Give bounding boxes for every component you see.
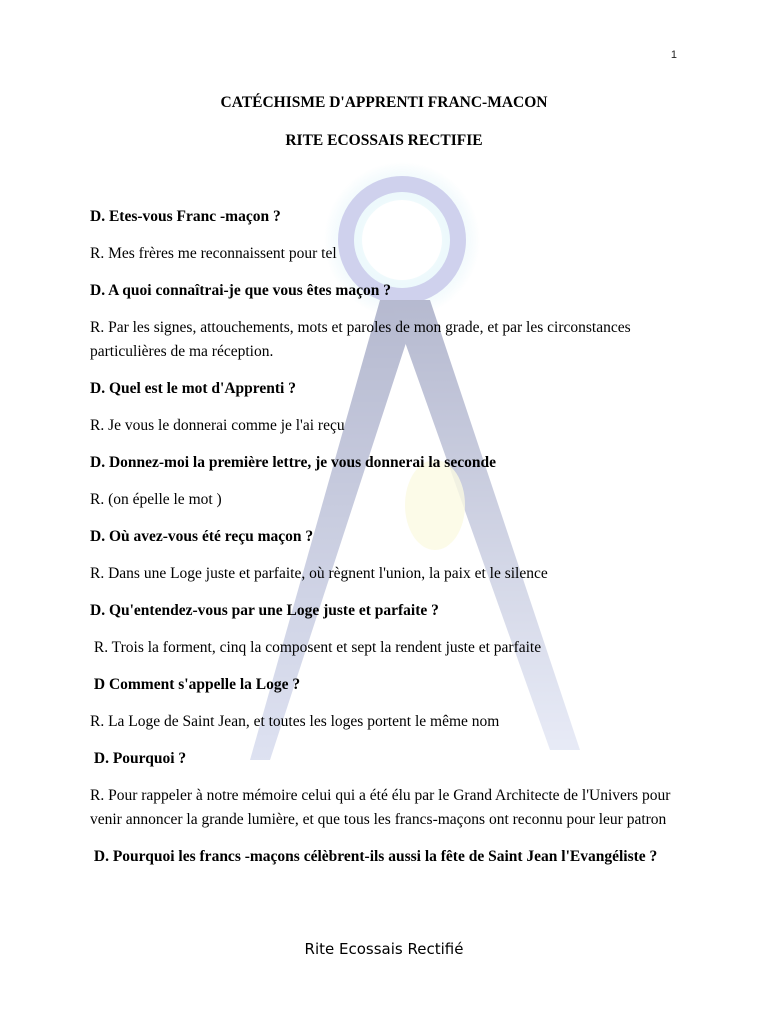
question: D. Pourquoi ? bbox=[90, 750, 187, 767]
question: D. Pourquoi les francs -maçons célèbrent-ils aussi la fête de Saint Jean l'Evangéliste ? bbox=[90, 848, 658, 865]
answer: R. Pour rappeler à notre mémoire celui qui a été élu par le Grand Architecte de l'Univers pour venir annoncer la grande lumière, et que tous les francs-maçons ont reconnu pour leur patron bbox=[90, 787, 671, 828]
page-footer: Rite Ecossais Rectifié bbox=[304, 940, 464, 958]
page-number: 1 bbox=[670, 49, 677, 61]
question: D. Etes-vous Franc -maçon ? bbox=[90, 208, 281, 225]
answer: R. La Loge de Saint Jean, et toutes les loges portent le même nom bbox=[90, 713, 500, 730]
answer: R. Mes frères me reconnaissent pour tel bbox=[90, 245, 337, 262]
catechism-dialogue bbox=[90, 205, 682, 882]
question: D. Où avez-vous été reçu maçon ? bbox=[90, 528, 314, 545]
question: D. Quel est le mot d'Apprenti ? bbox=[90, 380, 296, 397]
answer: R. Par les signes, attouchements, mots et paroles de mon grade, et par les circonstances particulières de ma réception. bbox=[90, 319, 631, 360]
answer: R. Trois la forment, cinq la composent et sept la rendent juste et parfaite bbox=[90, 639, 542, 656]
document-subtitle: RITE ECOSSAIS RECTIFIE bbox=[285, 132, 483, 149]
question: D Comment s'appelle la Loge ? bbox=[90, 676, 301, 693]
answer: R. Je vous le donnerai comme je l'ai reçu bbox=[90, 417, 345, 434]
question: D. Donnez-moi la première lettre, je vous donnerai la seconde bbox=[90, 454, 496, 471]
answer: R. (on épelle le mot ) bbox=[90, 491, 222, 508]
question: D. Qu'entendez-vous par une Loge juste et parfaite ? bbox=[90, 602, 439, 619]
answer: R. Dans une Loge juste et parfaite, où règnent l'union, la paix et le silence bbox=[90, 565, 548, 582]
document-title: CATÉCHISME D'APPRENTI FRANC-MACON bbox=[220, 94, 548, 111]
question: D. A quoi connaîtrai-je que vous êtes maçon ? bbox=[90, 282, 391, 299]
